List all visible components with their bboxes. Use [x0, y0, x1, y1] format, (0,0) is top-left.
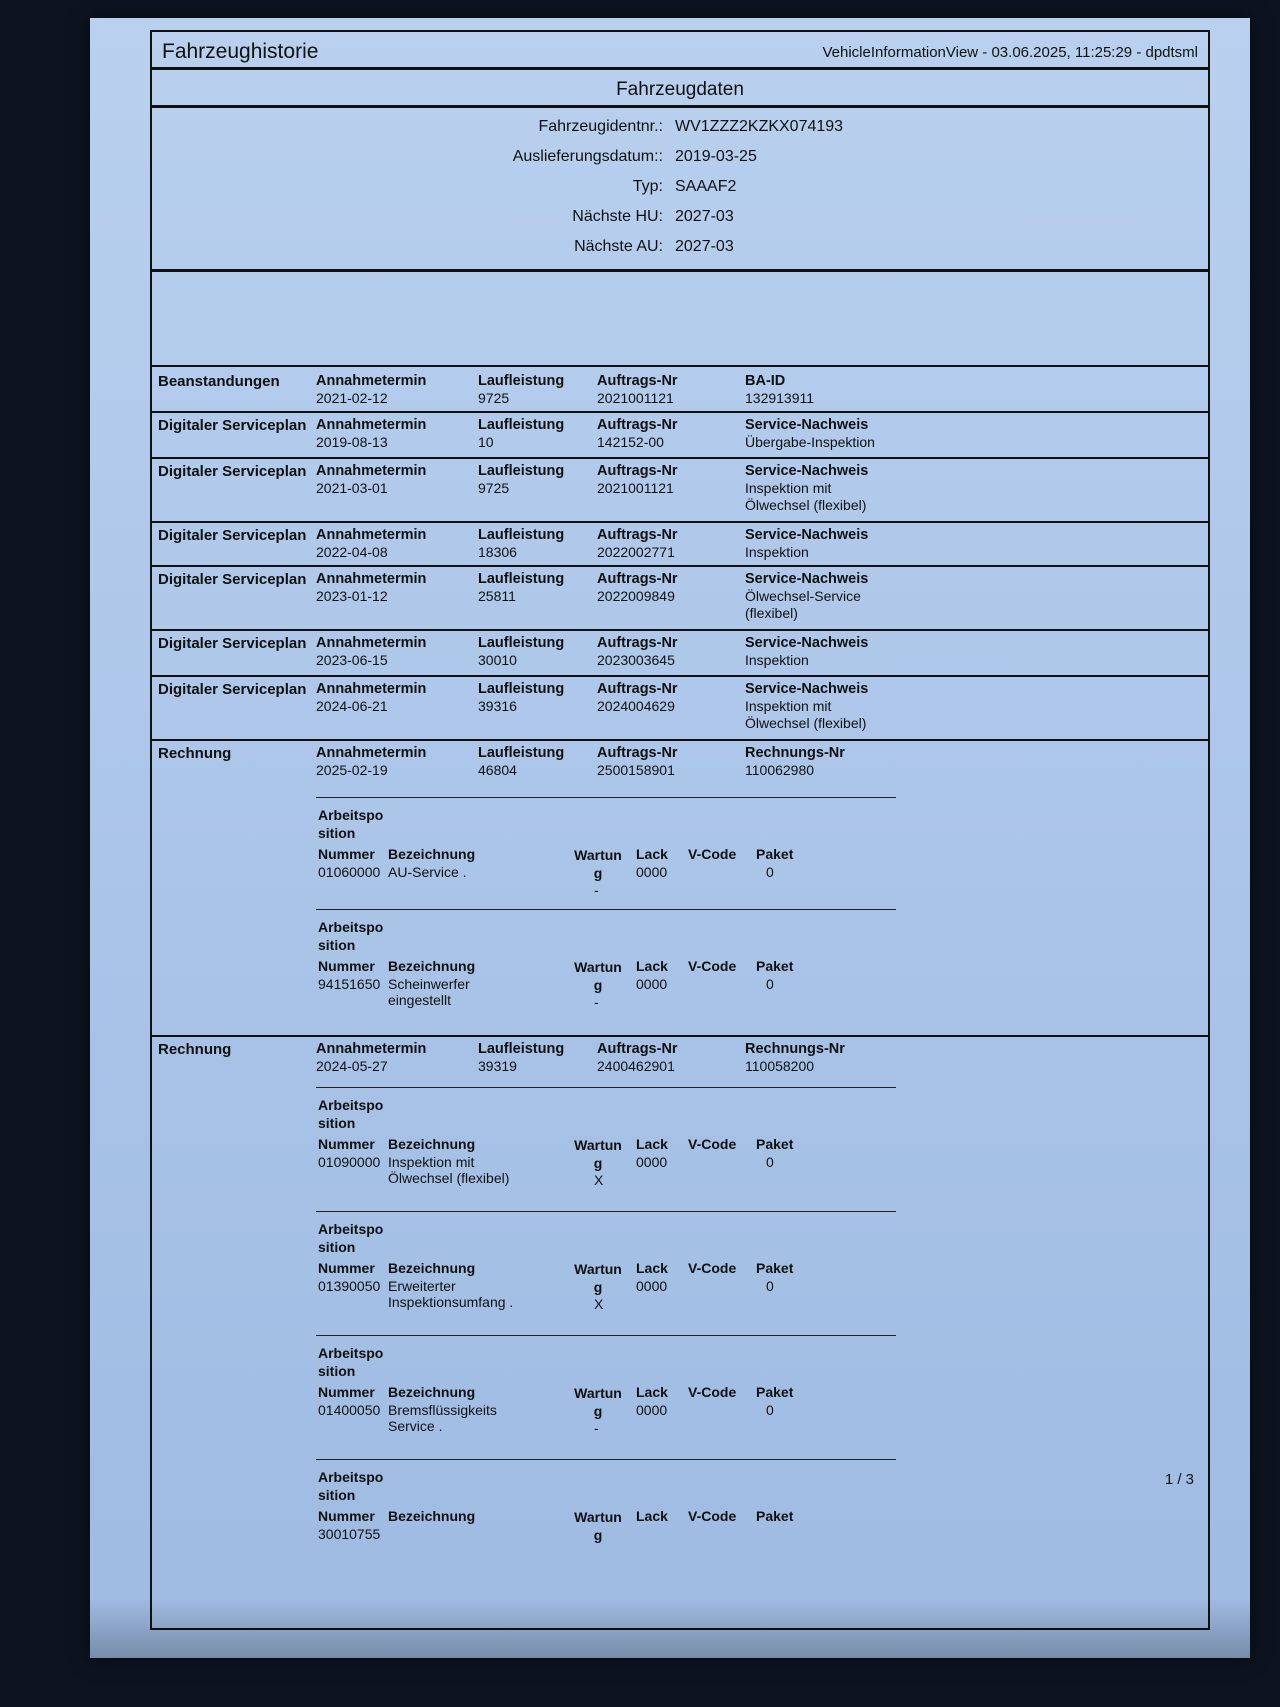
extra-col [745, 681, 895, 732]
invoice-entry [152, 1037, 1208, 1630]
entry-type: Digitaler Serviceplan [158, 681, 307, 698]
position-description: AU-Service . [388, 864, 467, 880]
document-sheet [90, 18, 1250, 1658]
bezeichnung-label: Bezeichnung [388, 1136, 476, 1152]
km-value: 18306 [478, 544, 517, 560]
col-label: Laufleistung [478, 571, 565, 587]
report-title: Fahrzeughistorie [162, 40, 319, 63]
col-label: Auftrags-Nr [597, 417, 678, 433]
paket-label: Paket [756, 1508, 794, 1524]
extra-value: Inspektion [745, 544, 809, 560]
history-entry [152, 459, 1208, 523]
position-wartung: X [594, 1172, 604, 1188]
spacer-block [152, 275, 1208, 367]
km-value: 39319 [478, 1058, 517, 1074]
position-description: Erweiterter Inspektionsumfang . [388, 1278, 514, 1310]
entry-type: Rechnung [158, 745, 232, 762]
wartung-label: Wartun g [574, 1261, 622, 1295]
paket-label: Paket [756, 846, 794, 862]
lack-label: Lack [636, 1136, 668, 1152]
position-number: 01400050 [318, 1402, 381, 1418]
date-value: 2022-04-08 [316, 544, 388, 560]
col-label: Rechnungs-Nr [745, 745, 845, 761]
km-value: 39316 [478, 698, 517, 714]
nummer-label: Nummer [318, 846, 375, 862]
lack-label: Lack [636, 1384, 668, 1400]
work-position [316, 1211, 896, 1336]
col-label: Annahmetermin [316, 373, 427, 389]
title-bar [152, 32, 1208, 70]
col-label: Annahmetermin [316, 681, 427, 697]
work-position [316, 797, 896, 910]
km-col [478, 1041, 564, 1075]
vcode-label: V-Code [688, 1260, 737, 1276]
position-number: 01060000 [318, 864, 381, 880]
extra-col [745, 463, 895, 514]
col-label: Service-Nachweis [745, 635, 869, 651]
col-label: Laufleistung [478, 681, 565, 697]
delivery-date-value: 2019-03-25 [675, 148, 757, 165]
delivery-date-label: Auslieferungsdatum:: [512, 148, 663, 165]
history-entry [152, 369, 1208, 413]
position-paket: 0 [766, 976, 774, 992]
extra-value: Inspektion mit Ölwechsel (flexibel) [745, 480, 867, 513]
position-lack: 0000 [636, 1278, 668, 1294]
extra-value: Inspektion [745, 652, 809, 668]
date-value: 2025-02-19 [316, 762, 388, 778]
km-col [478, 463, 564, 497]
next-hu-label: Nächste HU: [572, 208, 663, 225]
km-value: 25811 [478, 588, 516, 604]
col-label: Service-Nachweis [745, 417, 869, 433]
km-col [478, 635, 564, 669]
paket-label: Paket [756, 1136, 794, 1152]
extra-value: Übergabe-Inspektion [745, 434, 875, 450]
col-label: Service-Nachweis [745, 681, 869, 697]
col-label: Auftrags-Nr [597, 1041, 678, 1057]
vehicle-row [152, 238, 1208, 266]
position-paket: 0 [766, 1278, 774, 1294]
extra-value: 132913911 [745, 390, 815, 406]
order-value: 142152-00 [597, 434, 664, 450]
col-label: Annahmetermin [316, 1041, 427, 1057]
nummer-label: Nummer [318, 1384, 375, 1400]
order-col [597, 635, 678, 669]
order-col [597, 681, 678, 715]
date-col [316, 417, 426, 451]
order-value: 2023003645 [597, 652, 675, 668]
extra-col [745, 745, 845, 779]
entry-type: Digitaler Serviceplan [158, 463, 307, 480]
vcode-label: V-Code [688, 1384, 737, 1400]
extra-col [745, 417, 875, 451]
col-label: Auftrags-Nr [597, 463, 678, 479]
order-col [597, 571, 678, 605]
work-position [316, 1335, 896, 1460]
paket-label: Paket [756, 1384, 794, 1400]
wartung-label: Wartun g [574, 1509, 622, 1543]
entry-type: Digitaler Serviceplan [158, 527, 307, 544]
col-label: Auftrags-Nr [597, 745, 678, 761]
extra-value: 110058200 [745, 1058, 815, 1074]
km-col [478, 571, 564, 605]
order-value: 2024004629 [597, 698, 675, 714]
entry-type: Digitaler Serviceplan [158, 571, 307, 588]
extra-col [745, 571, 875, 622]
position-description: Scheinwerfer eingestellt [388, 976, 470, 1008]
col-label: Laufleistung [478, 373, 565, 389]
col-label: Annahmetermin [316, 527, 427, 543]
extra-value: 110062980 [745, 762, 815, 778]
report-frame [150, 30, 1210, 1630]
wartung-label: Wartun g [574, 959, 622, 993]
nummer-label: Nummer [318, 1508, 375, 1524]
history-entry [152, 677, 1208, 741]
position-label: Arbeitspo sition [318, 919, 384, 953]
position-label: Arbeitspo sition [318, 1469, 384, 1503]
order-col [597, 1041, 678, 1075]
position-number: 01390050 [318, 1278, 381, 1294]
order-col [597, 463, 678, 497]
order-col [597, 527, 678, 561]
vcode-label: V-Code [688, 958, 737, 974]
km-col [478, 527, 564, 561]
col-label: Annahmetermin [316, 417, 427, 433]
entry-type: Beanstandungen [158, 373, 280, 390]
vcode-label: V-Code [688, 846, 737, 862]
paket-label: Paket [756, 1260, 794, 1276]
lack-label: Lack [636, 1508, 668, 1524]
col-label: Laufleistung [478, 635, 565, 651]
vehicle-data-block [152, 112, 1208, 272]
position-wartung: X [594, 1296, 604, 1312]
order-value: 2500158901 [597, 762, 675, 778]
vcode-label: V-Code [688, 1508, 737, 1524]
col-label: Laufleistung [478, 1041, 565, 1057]
history-entry [152, 567, 1208, 631]
date-value: 2023-06-15 [316, 652, 388, 668]
col-label: Laufleistung [478, 527, 565, 543]
km-value: 9725 [478, 480, 510, 496]
km-col [478, 417, 564, 451]
position-lack: 0000 [636, 976, 668, 992]
position-description: Bremsflüssigkeits Service . [388, 1402, 497, 1434]
wartung-label: Wartun g [574, 1385, 622, 1419]
col-label: Auftrags-Nr [597, 373, 678, 389]
order-col [597, 373, 678, 407]
col-label: Laufleistung [478, 745, 565, 761]
extra-col [745, 373, 814, 407]
position-label: Arbeitspo sition [318, 807, 384, 841]
vehicle-row [152, 148, 1208, 176]
position-lack: 0000 [636, 1402, 668, 1418]
position-label: Arbeitspo sition [318, 1345, 384, 1379]
bezeichnung-label: Bezeichnung [388, 958, 476, 974]
position-number: 01090000 [318, 1154, 381, 1170]
position-wartung: - [594, 882, 599, 898]
order-value: 2022009849 [597, 588, 675, 604]
date-col [316, 571, 426, 605]
date-col [316, 373, 426, 407]
vcode-label: V-Code [688, 1136, 737, 1152]
extra-value: Inspektion mit Ölwechsel (flexibel) [745, 698, 867, 731]
km-value: 30010 [478, 652, 517, 668]
nummer-label: Nummer [318, 1260, 375, 1276]
vehicle-row [152, 208, 1208, 236]
position-label: Arbeitspo sition [318, 1221, 384, 1255]
wartung-label: Wartun g [574, 847, 622, 881]
col-label: Auftrags-Nr [597, 571, 678, 587]
paket-label: Paket [756, 958, 794, 974]
page-number: 1 / 3 [1164, 1471, 1194, 1488]
km-col [478, 681, 564, 715]
entry-type: Digitaler Serviceplan [158, 635, 307, 652]
position-paket: 0 [766, 864, 774, 880]
position-paket: 0 [766, 1154, 774, 1170]
entry-type: Rechnung [158, 1041, 232, 1058]
paper-shadow [90, 1598, 1250, 1658]
type-value: SAAAF2 [675, 178, 737, 195]
next-hu-value: 2027-03 [675, 208, 734, 225]
nummer-label: Nummer [318, 958, 375, 974]
km-col [478, 745, 564, 779]
col-label: Service-Nachweis [745, 571, 869, 587]
col-label: Annahmetermin [316, 745, 427, 761]
date-col [316, 463, 426, 497]
vehicle-row [152, 118, 1208, 146]
invoice-entry [152, 741, 1208, 1037]
km-col [478, 373, 564, 407]
order-value: 2021001121 [597, 480, 674, 496]
col-label: Annahmetermin [316, 571, 427, 587]
vehicle-row [152, 178, 1208, 206]
order-col [597, 745, 678, 779]
date-value: 2024-05-27 [316, 1058, 388, 1074]
position-lack: 0000 [636, 864, 668, 880]
history-entry [152, 413, 1208, 459]
vin-label: Fahrzeugidentnr.: [538, 118, 663, 135]
lack-label: Lack [636, 846, 668, 862]
date-col [316, 681, 426, 715]
date-col [316, 527, 426, 561]
extra-col [745, 1041, 845, 1075]
order-value: 2021001121 [597, 390, 674, 406]
order-col [597, 417, 678, 451]
history-entry [152, 631, 1208, 677]
date-value: 2023-01-12 [316, 588, 388, 604]
position-description: Inspektion mit Ölwechsel (flexibel) [388, 1154, 510, 1186]
col-label: Annahmetermin [316, 635, 427, 651]
date-value: 2021-02-12 [316, 390, 388, 406]
order-value: 2400462901 [597, 1058, 675, 1074]
extra-col [745, 635, 868, 669]
vin-value: WV1ZZZ2KZKX074193 [675, 118, 844, 135]
work-position [316, 909, 896, 1030]
position-wartung: - [594, 994, 599, 1010]
position-label: Arbeitspo sition [318, 1097, 384, 1131]
km-value: 9725 [478, 390, 510, 406]
date-col [316, 1041, 426, 1075]
work-position [316, 1459, 896, 1570]
col-label: Laufleistung [478, 463, 565, 479]
col-label: Service-Nachweis [745, 527, 869, 543]
position-number: 30010755 [318, 1526, 381, 1542]
extra-col [745, 527, 868, 561]
position-number: 94151650 [318, 976, 381, 992]
wartung-label: Wartun g [574, 1137, 622, 1171]
col-label: Auftrags-Nr [597, 527, 678, 543]
type-label: Typ: [632, 178, 663, 195]
date-value: 2024-06-21 [316, 698, 388, 714]
col-label: Annahmetermin [316, 463, 427, 479]
date-value: 2019-08-13 [316, 434, 388, 450]
next-au-label: Nächste AU: [574, 238, 663, 255]
position-wartung: - [594, 1420, 599, 1436]
km-value: 10 [478, 434, 494, 450]
next-au-value: 2027-03 [675, 238, 734, 255]
lack-label: Lack [636, 1260, 668, 1276]
col-label: Auftrags-Nr [597, 681, 678, 697]
vehicle-section-title: Fahrzeugdaten [152, 72, 1208, 108]
km-value: 46804 [478, 762, 517, 778]
history-entry [152, 523, 1208, 567]
position-lack: 0000 [636, 1154, 668, 1170]
bezeichnung-label: Bezeichnung [388, 1384, 476, 1400]
col-label: Laufleistung [478, 417, 565, 433]
bezeichnung-label: Bezeichnung [388, 1508, 476, 1524]
col-label: Service-Nachweis [745, 463, 869, 479]
nummer-label: Nummer [318, 1136, 375, 1152]
work-position [316, 1087, 896, 1212]
report-meta: VehicleInformationView - 03.06.2025, 11:25:29 - dpdtsml [822, 44, 1198, 61]
bezeichnung-label: Bezeichnung [388, 1260, 476, 1276]
extra-value: Ölwechsel-Service (flexibel) [745, 588, 861, 621]
bezeichnung-label: Bezeichnung [388, 846, 476, 862]
date-col [316, 745, 426, 779]
lack-label: Lack [636, 958, 668, 974]
col-label: Rechnungs-Nr [745, 1041, 845, 1057]
date-value: 2021-03-01 [316, 480, 388, 496]
entry-type: Digitaler Serviceplan [158, 417, 307, 434]
position-paket: 0 [766, 1402, 774, 1418]
col-label: Auftrags-Nr [597, 635, 678, 651]
order-value: 2022002771 [597, 544, 675, 560]
date-col [316, 635, 426, 669]
col-label: BA-ID [745, 373, 786, 389]
